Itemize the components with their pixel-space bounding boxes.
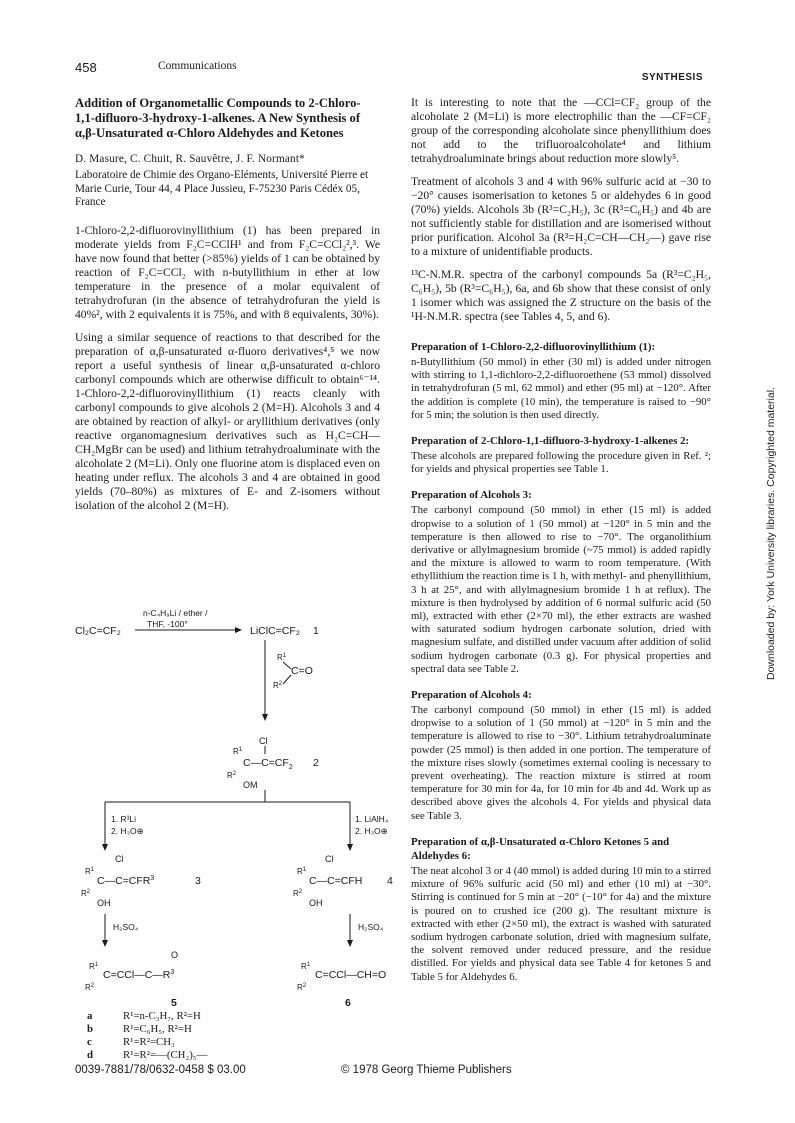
footer-copyright: © 1978 Georg Thieme Publishers (341, 1064, 512, 1076)
section-text: The carbonyl compound (50 mmol) in ether (15 ml) is added dropwise to a solution of 1 (50 mmol) at −120° in 5 min and the temperature is allowed to rise to −30°. Lithium tetrahydroaluminate powder (25 mmol) is then added in one portion. The temperature of the mixture rises slowly (sometimes external cooling is necessary to prevent overheating). The reaction mixture is stirred at room temperature for 30 min for 4a, for 10 min for 4b and 4d. Work up as described above gives the alcohols 4. For yields and physical data see Table 3. (411, 704, 711, 822)
right-reagent-2: 2. H₃O⊕ (355, 826, 388, 836)
legend-text: R¹=R²=—(CH₂)₅— (123, 1049, 208, 1061)
legend-text: R¹=C₆H₅, R²=H (123, 1023, 192, 1035)
acid-label: H₂SO₄ (358, 922, 384, 932)
r2-label: $R^2$ (81, 889, 91, 898)
r1-label: $R^1$ (301, 962, 311, 971)
section-text: These alcohols are prepared following the procedure given in Ref. ²; for yields and physical properties see Table 1. (411, 450, 711, 476)
right-reagent-1: 1. LiAlH₄ (355, 814, 389, 824)
bond (283, 675, 291, 684)
r2-label: $R^2$ (227, 771, 237, 780)
label-6: 6 (345, 997, 351, 1009)
legend-key: a (87, 1010, 93, 1022)
label-2: 2 (313, 757, 319, 769)
label-3: 3 (195, 875, 201, 887)
product-1: LiClC=CF₂ (250, 625, 300, 637)
legend-row (87, 1049, 207, 1062)
legend-row (87, 1036, 207, 1049)
r2-label: $R^2$ (85, 983, 95, 992)
reactant: Cl₂C=CF₂ (75, 625, 121, 637)
legend-key: c (87, 1036, 92, 1048)
legend-text: R¹=R²=CH₃ (123, 1036, 175, 1048)
section-heading: Preparation of α,β-Unsaturated α-Chloro Ketones 5 and Aldehydes 6: (411, 835, 670, 862)
r1-label: $R^1$ (277, 653, 287, 662)
carbonyl-group: C=O (291, 665, 313, 677)
arrowhead (347, 844, 353, 851)
label-5: 5 (171, 997, 177, 1009)
om-group: OM (243, 780, 258, 790)
arrowhead (235, 627, 242, 633)
compound-5-core: $C=CCl—C—R^3$ (103, 969, 175, 981)
cl-atom: Cl (115, 854, 124, 864)
paragraph: Treatment of alcohols 3 and 4 with 96% sulfuric acid at −30 to −20° causes isomerisation to ketones 5 or aldehydes 6 in good (70%) yields. Alcohols 3b (R³=C₂H₅), 3c (R³=C₆H₅) and 4b are not sufficiently stable for distillation and are isomerised without prior purification. Alcohol 3a (R³=H₂C=CH—CH₂—) gave rise to a mixture of unidentifiable products. (411, 175, 711, 258)
journal-name: SYNTHESIS (641, 72, 703, 83)
r2-label: $R^2$ (297, 983, 307, 992)
arrowhead (102, 844, 108, 851)
paragraph: It is interesting to note that the —CCl=CF₂ group of the alcoholate 2 (M=Li) is more electrophilic than the —CF=CF₂ group of the corresponding alcoholate since phenyllithium does not add to the trifluoroalcoholate⁴ and lithium tetrahydroaluminate brings about reduction more slowly⁵. (411, 96, 711, 165)
right-column (411, 96, 711, 996)
footer-code: 0039-7881/78/0632-0458 $ 03.00 (75, 1064, 246, 1076)
bond (283, 662, 291, 669)
legend-key: b (87, 1023, 94, 1035)
article-title: Addition of Organometallic Compounds to 2-Chloro-1,1-difluoro-3-hydroxy-1-alkenes. A New Synthesis of α,β-Unsaturated α-Chloro Aldehydes and Ketones (75, 96, 361, 140)
r1-label: $R^1$ (297, 867, 307, 876)
scheme-drawing (75, 594, 395, 1009)
section-text: The neat alcohol 3 or 4 (40 mmol) is added during 10 min to a stirred mixture of 96% sulfuric acid (50 ml) and ether (10 ml) at −30°. Stirring is continued for 5 min at −20° (−10° for 4a) and the mixture is poured on to crushed ice (200 g). The resultant mixture is extracted with ether (2×50 ml), the extract is washed with saturated sodium hydrogen carbonate solution, dried with magnesium sulfate, the solvent removed under reduced pressure, and the residue distilled. For yields and physical data see Table 4 for ketones 5 and Table 5 for Aldehydes 6. (411, 864, 711, 983)
page-number: 458 (75, 60, 97, 75)
oh-group: OH (97, 898, 111, 908)
left-column (75, 96, 380, 522)
section-name: Communications (158, 60, 237, 72)
r2-label: $R^2$ (273, 681, 283, 690)
label-4: 4 (387, 875, 393, 887)
paragraph: ¹³C-N.M.R. spectra of the carbonyl compounds 5a (R³=C₂H₅, C₆H₅), 5b (R³=C₆H₅), 6a, and 6b show that these consist of only 1 isomer which was assigned the Z structure on the basis of the ¹H-N.M.R. spectra (see Tables 4, 5, and 6). (411, 268, 711, 323)
reagent-line2: THF, -100° (147, 619, 188, 629)
o-atom: O (171, 950, 179, 960)
label-1: 1 (313, 625, 319, 637)
section-heading: Preparation of Alcohols 4: (411, 689, 532, 702)
r1-label: $R^1$ (85, 867, 95, 876)
r1-label: $R^1$ (89, 962, 99, 971)
compound-6-core: C=CCl—CH=O (315, 969, 387, 981)
arrowhead (102, 940, 108, 947)
section-heading: Preparation of Alcohols 3: (411, 489, 532, 502)
r1-label: $R^1$ (233, 747, 243, 756)
cl-atom: Cl (259, 736, 268, 746)
cl-atom: Cl (325, 854, 334, 864)
substituent-legend (87, 1010, 207, 1062)
section-heading: Preparation of 2-Chloro-1,1-difluoro-3-hydroxy-1-alkenes 2: (411, 435, 690, 448)
section-heading: Preparation of 1-Chloro-2,2-difluorovinyllithium (1): (411, 341, 656, 353)
reagent-line1: n-C₄H₉Li / ether / (143, 608, 208, 618)
left-reagent-2: 2. H₃O⊕ (111, 826, 144, 836)
section-text: n-Butyllithium (50 mmol) in ether (30 ml) is added under nitrogen with stirring to 1,1-dichloro-2,2-difluoroethene (53 mmol) dissolved in tetrahydrofuran (5 ml, 62 mmol) and ether (95 ml) at −120°. After the addition is complete (10 min), the temperature is raised to −90° for 5 min; the solution is then used directly. (411, 356, 711, 421)
legend-text: R¹=n-C₃H₇, R²=H (123, 1010, 201, 1022)
authors: D. Masure, C. Chuit, R. Sauvêtre, J. F. Normant* (75, 153, 305, 165)
left-reagent-1: 1. R³Li (111, 814, 137, 824)
compound-3-core: $C—C=CFR^3$ (97, 875, 155, 887)
r2-label: $R^2$ (293, 889, 303, 898)
compound-4-core: C—C=CFH (309, 875, 363, 887)
legend-row (87, 1010, 207, 1023)
affiliation: Laboratoire de Chimie des Organo-Eléments, Université Pierre et Marie Curie, Tour 44, 4 Place Jussieu, F-75230 Paris Cédéx 05, France (75, 169, 369, 208)
compound-2-core: $C—C=CF_2$ (243, 757, 293, 771)
paragraph: 1-Chloro-2,2-difluorovinyllithium (1) has been prepared in moderate yields from F₂C=CClH¹ and from F₂C=CCl₂²,³. We have now found that better (>85%) yields of 1 can be obtained by reaction of F₂C=CCl₂ with n-butyllithium in ether at low temperature in the presence of a molar equivalent of tetrahydrofuran (in the absence of tetrahydrofuran the yield is 40%², with 2 equivalents it is 75%, and with 8 equivalents, 30%). (75, 223, 380, 321)
paragraph: Using a similar sequence of reactions to that described for the preparation of α,β-unsaturated α-fluoro derivatives⁴,⁵ we now report a useful synthesis of linear α,β-unsaturated α-chloro carbonyl compounds which are otherwise difficult to obtain⁶⁻¹⁴. 1-Chloro-2,2-difluorovinyllithium (1) reacts cleanly with carbonyl compounds to give alcohols 2 (M=H). Alcohols 3 and 4 are obtained by reaction of alkyl- or aryllithium derivatives (only reactive organomagnesium derivatives such as H₂C=CH—CH₂MgBr can be used) and lithium tetrahydroaluminate with the alcoholate 2 (M=Li). Only one fluorine atom is displaced even on heating under reflux. The alcohols 3 and 4 are obtained in good yields (70–80%) as mixtures of E- and Z-isomers without isolation of the alcohol 2 (M=H). (75, 330, 380, 512)
legend-key: d (87, 1049, 94, 1061)
section-text: The carbonyl compound (50 mmol) in ether (15 ml) is added dropwise to a solution of 1 (50 mmol) at −120° in 5 min and the temperature is then allowed to rise to −70°. The organolithium derivative or allylmagnesium bromide (~75 mmol) is added rapidly and the mixture is allowed to warm to room temperature. (With ethyllithium the reaction time is 1 h, with methyl- and phenyllithium, 3 h at 25°, and with allylmagnesium bromide 1 h at reflux). The mixture is then hydrolysed by addition of 6 normal sulfuric acid (50 ml), extracted with ether (2×70 ml), the ether extracts are washed with saturated sodium hydrogen carbonate solution, dried with magnesium sulfate, and distilled under vacuum after addition of solid sodium hydrogen carbonate (0.3 g). For physical properties and spectral data see Table 2. (411, 504, 711, 675)
arrowhead (262, 714, 268, 721)
legend-row (87, 1023, 207, 1036)
download-watermark: Downloaded by: York University libraries. Copyrighted material. (765, 387, 777, 680)
arrowhead (347, 940, 353, 947)
reaction-scheme (75, 594, 395, 1014)
oh-group: OH (309, 898, 323, 908)
acid-label: H₂SO₄ (113, 922, 139, 932)
